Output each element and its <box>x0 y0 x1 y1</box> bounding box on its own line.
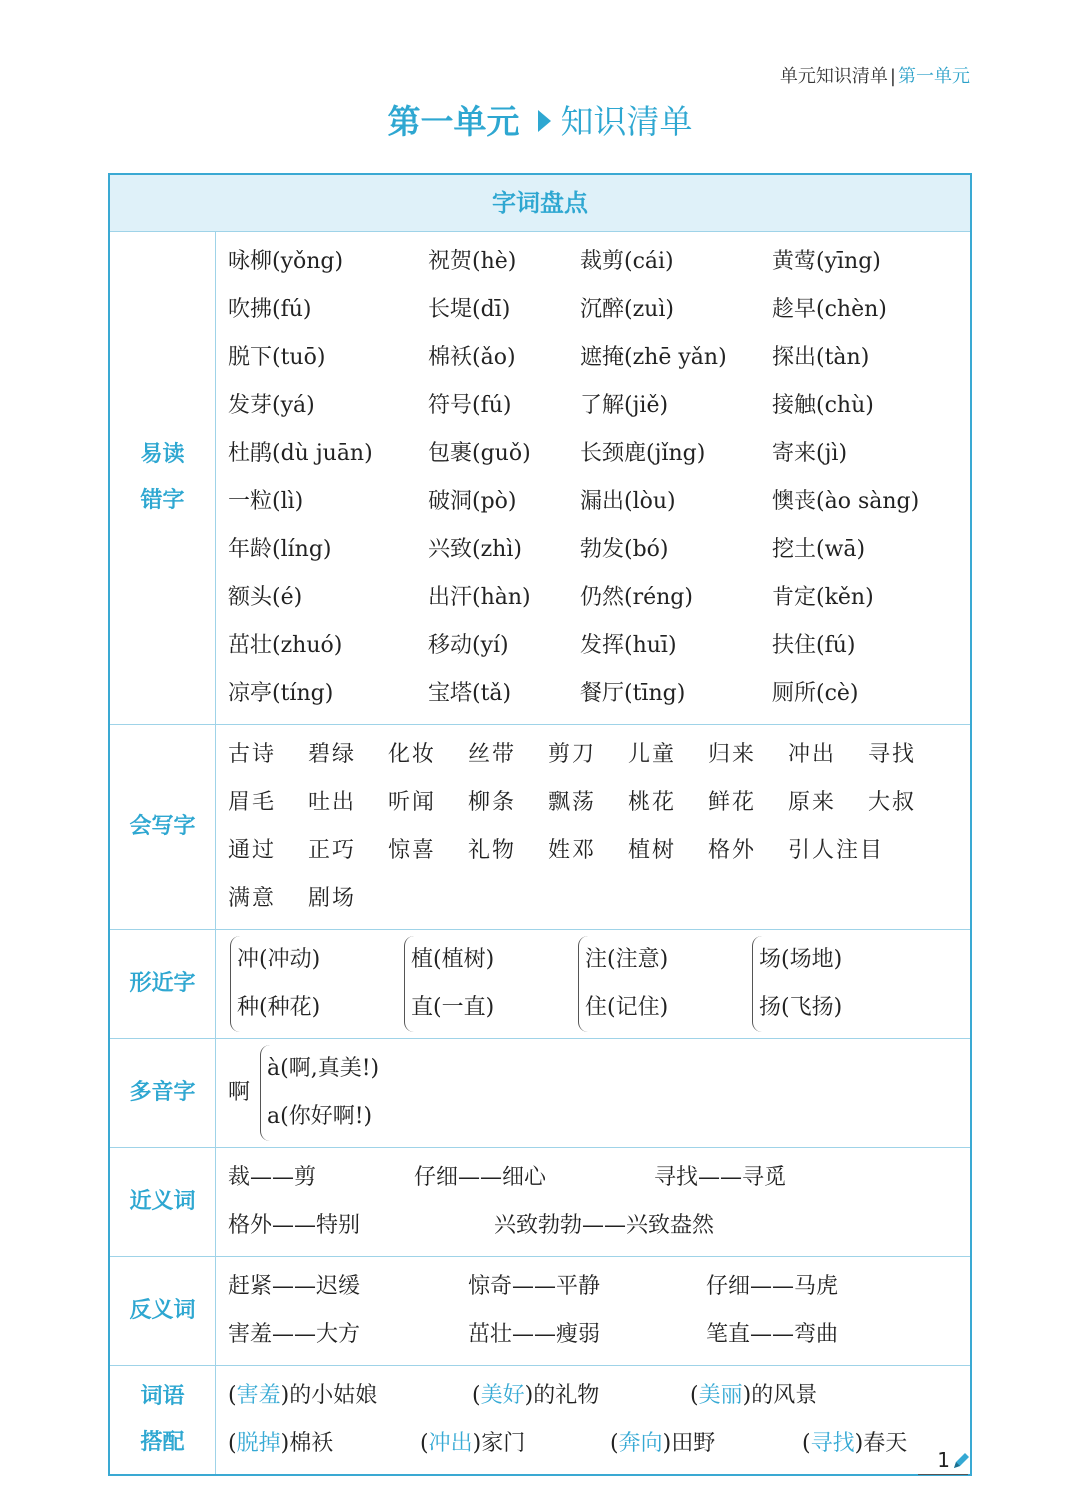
collocation-rest: 家门 <box>481 1431 526 1456</box>
paren-open: ( <box>690 1383 699 1408</box>
pinyin-word: 漏出(lòu) <box>580 489 676 514</box>
synonym-row <box>228 1154 970 1202</box>
running-header-unit: 第一单元 <box>898 66 970 87</box>
similar-char: 扬(飞扬) <box>759 995 843 1020</box>
word: 归来 <box>708 742 757 767</box>
huixie-row <box>228 827 970 875</box>
reading: à(啊,真美!) <box>267 1056 380 1081</box>
paren-close: ) <box>742 1383 752 1408</box>
collocation-answer: 奔向 <box>618 1431 663 1456</box>
duoyin-content <box>216 1039 970 1147</box>
pinyin-word: 棉袄(ǎo) <box>428 345 516 370</box>
yidu-row <box>228 478 970 526</box>
antonym-pair: 茁壮——瘦弱 <box>468 1322 601 1347</box>
pinyin-word: 兴致(zhì) <box>428 537 522 562</box>
pinyin-word: 趁早(chèn) <box>772 297 887 322</box>
paren-open: ( <box>420 1431 429 1456</box>
collocation-answer: 冲出 <box>428 1431 473 1456</box>
section-jinyi <box>110 1148 970 1257</box>
similar-char-group <box>404 936 494 1032</box>
similar-char-group <box>230 936 320 1032</box>
paren-close: ) <box>472 1431 482 1456</box>
paren-open: ( <box>472 1383 481 1408</box>
page-number: 1 <box>937 1448 950 1472</box>
paren-close: ) <box>524 1383 534 1408</box>
word: 听闻 <box>388 790 437 815</box>
word: 原来 <box>788 790 837 815</box>
pinyin-word: 年龄(líng) <box>228 537 332 562</box>
similar-char: 住(记住) <box>585 995 669 1020</box>
reading: a(你好啊!) <box>267 1104 373 1129</box>
word: 冲出 <box>788 742 837 767</box>
section-duoyin <box>110 1039 970 1148</box>
word: 眉毛 <box>228 790 277 815</box>
pinyin-word: 长堤(dī) <box>428 297 511 322</box>
yidu-row <box>228 286 970 334</box>
pinyin-word: 寄来(jì) <box>772 441 848 466</box>
paren-open: ( <box>228 1431 237 1456</box>
similar-char: 场(场地) <box>759 947 843 972</box>
collocation <box>690 1372 817 1420</box>
collocation <box>228 1420 333 1468</box>
yidu-list <box>216 232 970 724</box>
section-label-jinyi: 近义词 <box>110 1148 216 1256</box>
polyphone-readings <box>260 1045 379 1141</box>
section-fanyi <box>110 1257 970 1366</box>
section-label-yidu <box>110 232 216 724</box>
pinyin-word: 长颈鹿(jǐng) <box>580 441 706 466</box>
collocation <box>472 1372 599 1420</box>
pinyin-word: 咏柳(yǒng) <box>228 249 344 274</box>
paren-open: ( <box>802 1431 811 1456</box>
collocation-rest: 田野 <box>671 1431 716 1456</box>
word: 礼物 <box>468 838 517 863</box>
table-title: 字词盘点 <box>110 175 970 232</box>
word: 通过 <box>228 838 277 863</box>
section-label-xingjin: 形近字 <box>110 930 216 1038</box>
word: 满意 <box>228 886 277 911</box>
section-label-huixie: 会写字 <box>110 725 216 929</box>
similar-char: 种(种花) <box>237 995 321 1020</box>
synonym-pair: 裁——剪 <box>228 1165 317 1190</box>
section-label-dapei <box>110 1366 216 1474</box>
section-label-duoyin: 多音字 <box>110 1039 216 1147</box>
antonym-pair: 赶紧——迟缓 <box>228 1274 361 1299</box>
running-header <box>780 62 970 88</box>
word: 引人注目 <box>788 838 885 863</box>
word: 剪刀 <box>548 742 597 767</box>
huixie-list <box>216 725 970 929</box>
dapei-list <box>216 1366 970 1474</box>
similar-char: 植(植树) <box>411 947 495 972</box>
pinyin-word: 懊丧(ào sàng) <box>772 489 920 514</box>
collocation <box>228 1372 377 1420</box>
paren-close: ) <box>280 1431 290 1456</box>
pinyin-word: 吹拂(fú) <box>228 297 312 322</box>
pinyin-word: 扶住(fú) <box>772 633 856 658</box>
similar-char: 直(一直) <box>411 995 495 1020</box>
pencil-icon <box>950 1450 972 1472</box>
word: 鲜花 <box>708 790 757 815</box>
page-number-rule <box>918 1474 968 1475</box>
pinyin-word: 沉醉(zuì) <box>580 297 674 322</box>
paren-open: ( <box>228 1383 237 1408</box>
label-line: 搭配 <box>140 1430 185 1455</box>
collocation-rest: 的礼物 <box>533 1383 600 1408</box>
paren-close: ) <box>662 1431 672 1456</box>
synonym-row <box>228 1202 970 1250</box>
pinyin-word: 发芽(yá) <box>228 393 315 418</box>
pinyin-word: 额头(é) <box>228 585 303 610</box>
synonym-pair: 仔细——细心 <box>414 1165 547 1190</box>
pinyin-word: 移动(yí) <box>428 633 509 658</box>
yidu-row <box>228 430 970 478</box>
pinyin-word: 祝贺(hè) <box>428 249 517 274</box>
antonym-row <box>228 1263 970 1311</box>
pinyin-word: 餐厅(tīng) <box>580 681 686 706</box>
page-title <box>0 96 1080 143</box>
synonym-pair: 格外——特别 <box>228 1213 361 1238</box>
yidu-row <box>228 670 970 718</box>
yidu-row <box>228 622 970 670</box>
pinyin-word: 脱下(tuō) <box>228 345 326 370</box>
section-xingjin <box>110 930 970 1039</box>
word: 惊喜 <box>388 838 437 863</box>
antonym-pair: 仔细——马虎 <box>706 1274 839 1299</box>
synonym-pair: 兴致勃勃——兴致盎然 <box>494 1213 715 1238</box>
yidu-row <box>228 238 970 286</box>
pinyin-word: 茁壮(zhuó) <box>228 633 343 658</box>
word: 正巧 <box>308 838 357 863</box>
similar-char-group <box>578 936 668 1032</box>
section-huixie <box>110 725 970 930</box>
jinyi-list <box>216 1148 970 1256</box>
collocation-rest: 春天 <box>863 1431 908 1456</box>
pinyin-word: 破洞(pò) <box>428 489 517 514</box>
paren-close: ) <box>854 1431 864 1456</box>
word: 化妆 <box>388 742 437 767</box>
collocation-answer: 美丽 <box>698 1383 743 1408</box>
collocation-answer: 寻找 <box>810 1431 855 1456</box>
pinyin-word: 探出(tàn) <box>772 345 870 370</box>
word: 古诗 <box>228 742 277 767</box>
similar-char: 冲(冲动) <box>237 947 321 972</box>
pinyin-word: 裁剪(cái) <box>580 249 674 274</box>
pinyin-word: 肯定(kěn) <box>772 585 874 610</box>
collocation-row <box>228 1420 970 1468</box>
word: 格外 <box>708 838 757 863</box>
word: 姓邓 <box>548 838 597 863</box>
word: 桃花 <box>628 790 677 815</box>
pinyin-word: 挖土(wā) <box>772 537 866 562</box>
fanyi-list <box>216 1257 970 1365</box>
antonym-row <box>228 1311 970 1359</box>
word: 丝带 <box>468 742 517 767</box>
pinyin-word: 仍然(réng) <box>580 585 693 610</box>
synonym-pair: 寻找——寻觅 <box>654 1165 787 1190</box>
polyphone-char: 啊 <box>228 1080 251 1105</box>
word: 碧绿 <box>308 742 357 767</box>
triangle-arrow-icon <box>538 110 551 132</box>
similar-char-group <box>752 936 842 1032</box>
yidu-row <box>228 574 970 622</box>
collocation <box>610 1420 715 1468</box>
pinyin-word: 黄莺(yīng) <box>772 249 881 274</box>
word: 植树 <box>628 838 677 863</box>
huixie-row <box>228 731 970 779</box>
antonym-pair: 害羞——大方 <box>228 1322 361 1347</box>
pinyin-word: 宝塔(tǎ) <box>428 681 512 706</box>
pinyin-word: 勃发(bó) <box>580 537 669 562</box>
paren-open: ( <box>610 1431 619 1456</box>
collocation-rest: 棉袄 <box>289 1431 334 1456</box>
collocation-rest: 的小姑娘 <box>289 1383 378 1408</box>
collocation-answer: 美好 <box>480 1383 525 1408</box>
pinyin-word: 包裹(guǒ) <box>428 441 531 466</box>
section-label-fanyi: 反义词 <box>110 1257 216 1365</box>
title-unit: 第一单元 <box>387 102 520 141</box>
huixie-row <box>228 779 970 827</box>
title-topic: 知识清单 <box>560 102 693 141</box>
label-line: 词语 <box>140 1384 185 1409</box>
pinyin-word: 符号(fú) <box>428 393 512 418</box>
pinyin-word: 遮掩(zhē yǎn) <box>580 345 727 370</box>
word: 吐出 <box>308 790 357 815</box>
collocation-row <box>228 1372 970 1420</box>
yidu-row <box>228 334 970 382</box>
word: 儿童 <box>628 742 677 767</box>
word: 柳条 <box>468 790 517 815</box>
pinyin-word: 出汗(hàn) <box>428 585 531 610</box>
pinyin-word: 凉亭(tíng) <box>228 681 334 706</box>
huixie-row <box>228 875 970 923</box>
pinyin-word: 杜鹃(dù juān) <box>228 441 373 466</box>
word: 寻找 <box>868 742 917 767</box>
collocation <box>420 1420 525 1468</box>
label-line: 易读 <box>140 442 185 467</box>
knowledge-table <box>108 173 972 1476</box>
word: 剧场 <box>308 886 357 911</box>
antonym-pair: 惊奇——平静 <box>468 1274 601 1299</box>
section-yidu <box>110 232 970 725</box>
antonym-pair: 笔直——弯曲 <box>706 1322 839 1347</box>
xingjin-list <box>216 930 970 1038</box>
collocation <box>802 1420 907 1468</box>
paren-close: ) <box>280 1383 290 1408</box>
pinyin-word: 发挥(huī) <box>580 633 677 658</box>
pinyin-word: 一粒(lì) <box>228 489 304 514</box>
pinyin-word: 厕所(cè) <box>772 681 859 706</box>
word: 大叔 <box>868 790 917 815</box>
yidu-row <box>228 526 970 574</box>
section-dapei <box>110 1366 970 1474</box>
collocation-rest: 的风景 <box>751 1383 818 1408</box>
yidu-row <box>228 382 970 430</box>
running-header-separator: | <box>889 66 896 87</box>
collocation-answer: 脱掉 <box>236 1431 281 1456</box>
similar-char: 注(注意) <box>585 947 669 972</box>
pinyin-word: 接触(chù) <box>772 393 874 418</box>
collocation-answer: 害羞 <box>236 1383 281 1408</box>
word: 飘荡 <box>548 790 597 815</box>
label-line: 错字 <box>140 488 185 513</box>
running-header-section: 单元知识清单 <box>779 66 888 87</box>
pinyin-word: 了解(jiě) <box>580 393 669 418</box>
